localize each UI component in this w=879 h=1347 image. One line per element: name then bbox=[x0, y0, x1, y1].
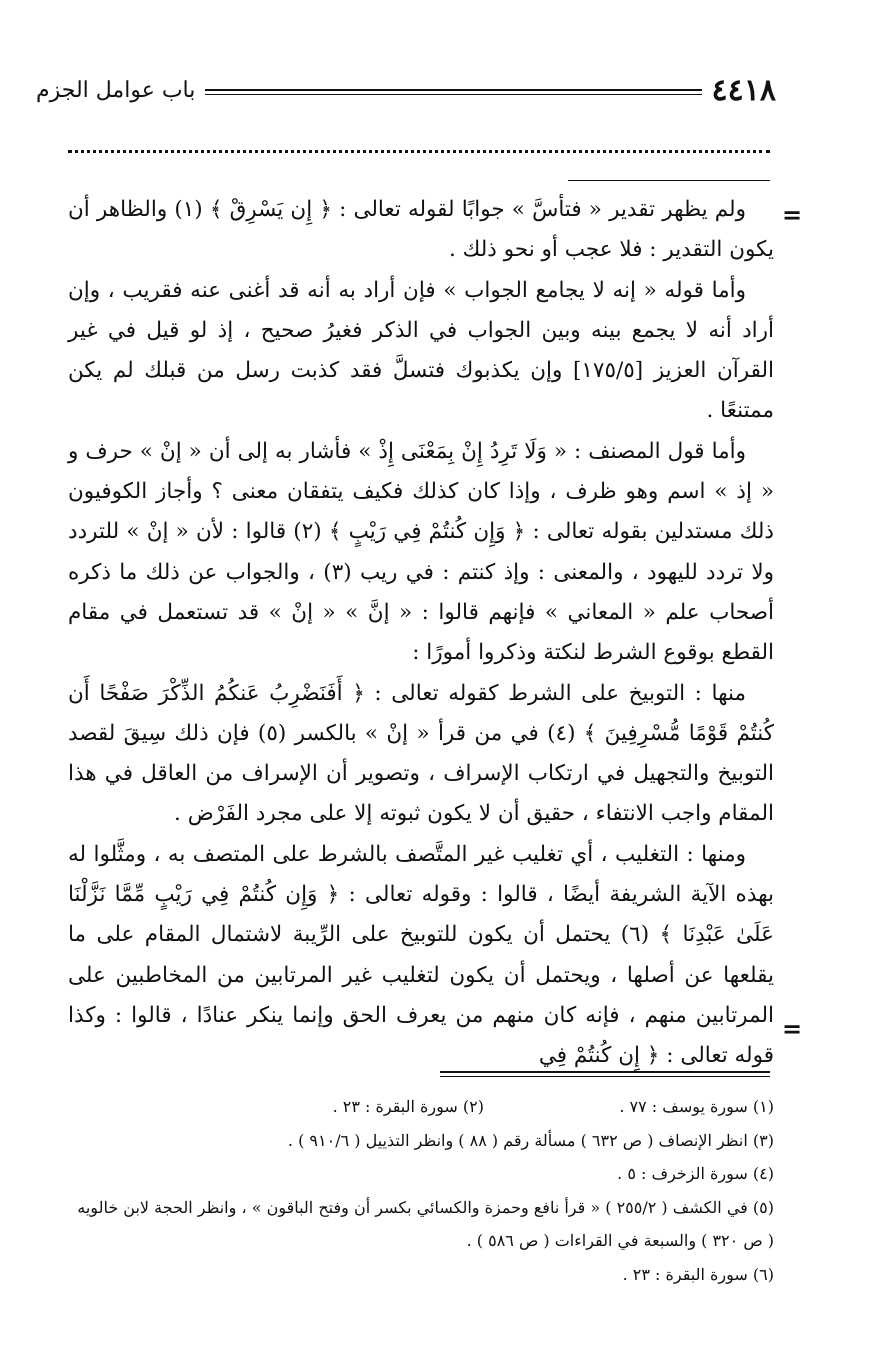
footnote: (٢) سورة البقرة : ٢٣ . bbox=[332, 1097, 484, 1116]
paragraph: منها : التوبيخ على الشرط كقوله تعالى : ﴿ أَفَنَضْرِبُ عَنكُمُ الذِّكْرَ صَفْحًا أَن كُنتُمْ قَوْمًا مُّسْرِفِينَ ﴾ (٤) في من قرأ « إنْ » بالكسر (٥) فإن ذلك سِيقَ لقصد التوبيخ والتجهيل في ارتكاب الإسراف ، وتصوير أن الإسراف من العاقل في هذا المقام واجب الانتفاء ، حقيق أن لا يكون ثبوته إلا على مجرد الفَرْض . bbox=[68, 680, 774, 827]
chapter-title: باب عوامل الجزم bbox=[36, 77, 196, 103]
body-text bbox=[68, 190, 774, 1077]
paragraph: ومنها : التغليب ، أي تغليب غير المتَّصف بالشرط على المتصف به ، ومثَّلوا له بهذه الآية الشريفة أيضًا ، قالوا : وقوله تعالى : ﴿ وَإِن كُنتُمْ فِي رَيْبٍ مِّمَّا نَزَّلْنَا عَلَىٰ عَبْدِنَا ﴾ (٦) يحتمل أن يكون للتوبيخ على الرِّيبة لاشتمال المقام على ما يقلعها عن أصلها ، ويحتمل أن يكون لتغليب غير المرتابين من المخاطبين على المرتابين منهم ، فإنه كان منهم من يعرف الحق وإنما ينكر عنادًا ، قالوا : وكذا قوله تعالى : ﴿ إِن كُنتُمْ فِي bbox=[68, 841, 774, 1069]
paragraph: ولم يظهر تقدير « فتأسَّ » جوابًا لقوله تعالى : ﴿ إِن يَسْرِقْ ﴾ (١) والظاهر أن يكون التقدير : فلا عجب أو نحو ذلك . bbox=[68, 197, 774, 263]
continuation-mark-bottom: = bbox=[782, 1014, 803, 1043]
footnote: (٥) في الكشف ( ٢٥٥/٢ ) « قرأ نافع وحمزة والكسائي بكسر أن وفتح الباقون » ، وانظر الحجة لابن خالويه ( ص ٣٢٠ ) والسبعة في القراءات ( ص ٥٨٦ ) . bbox=[77, 1197, 774, 1251]
section-rule bbox=[568, 180, 770, 181]
continuation-mark-top: = bbox=[782, 200, 803, 229]
header-double-rule bbox=[205, 89, 701, 91]
page-number: ٤٤١٨ bbox=[711, 72, 776, 108]
dotted-separator bbox=[68, 150, 770, 153]
page-header bbox=[36, 70, 776, 110]
footnote-row bbox=[68, 1090, 774, 1124]
paragraph: وأما قوله « إنه لا يجامع الجواب » فإن أراد به أنه قد أغنى عنه فقريب ، وإن أراد أنه لا يجمع بينه وبين الجواب في الذكر فغيرُ صحيح ، إذ لو قيل في غير القرآن العزيز [١٧٥/٥] وإن يكذبوك فتسلَّ فقد كذبت رسل من قبلك لم يكن ممتنعًا . bbox=[68, 277, 775, 424]
footnote: (٦) سورة البقرة : ٢٣ . bbox=[622, 1264, 774, 1284]
footnote: (٣) انظر الإنصاف ( ص ٦٣٢ ) مسألة رقم ( ٨٨ ) وانظر التذييل ( ٩١٠/٦ ) . bbox=[287, 1130, 774, 1150]
paragraph: وأما قول المصنف : « وَلَا تَرِدُ إِنْ بِمَعْنَى إِذْ » فأشار به إلى أن « إنْ » حرف و « إذ » اسم وهو ظرف ، وإذا كان كذلك فكيف يتفقان معنى ؟ وأجاز الكوفيون ذلك مستدلين بقوله تعالى : ﴿ وَإِن كُنتُمْ فِي رَيْبٍ ﴾ (٢) قالوا : لأن « إنْ » للتردد ولا تردد لليهود ، والمعنى : وإذ كنتم : في ريب (٣) ، والجواب عن ذلك ما ذكره أصحاب علم « المعاني » فإنهم قالوا : « إنَّ » « إنْ » قد تستعمل في مقام القطع بوقوع الشرط لنكتة وذكروا أمورًا : bbox=[68, 438, 774, 666]
footnotes bbox=[68, 1090, 774, 1292]
footnote: (١) سورة يوسف : ٧٧ . bbox=[619, 1097, 774, 1116]
footnote: (٤) سورة الزخرف : ٥ . bbox=[617, 1164, 774, 1184]
footnote-separator bbox=[440, 1071, 770, 1073]
